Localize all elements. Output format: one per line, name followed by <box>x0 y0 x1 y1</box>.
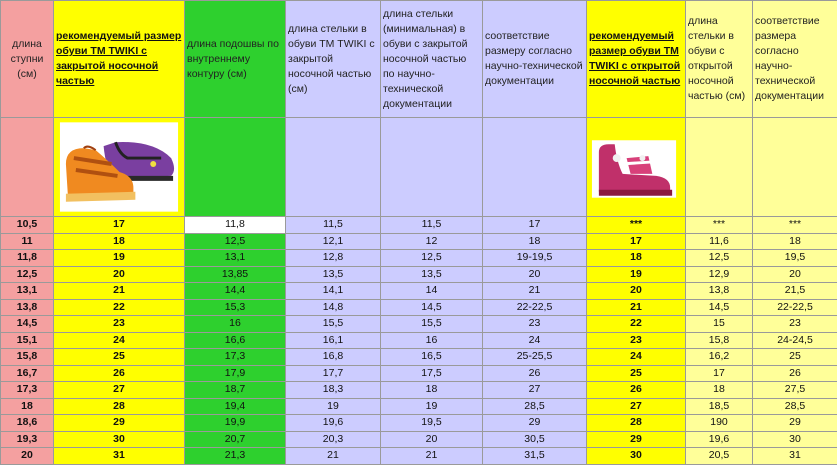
cell-sole-inner: 18,7 <box>185 382 286 399</box>
cell-closed-size: 26 <box>54 365 185 382</box>
cell-size-match-1: 17 <box>483 217 587 234</box>
cell-open-size: 21 <box>587 299 686 316</box>
cell-size-match-2: *** <box>753 217 837 234</box>
cell-insole-closed: 12,1 <box>286 233 381 250</box>
cell-sole-inner: 20,7 <box>185 431 286 448</box>
cell-insole-closed-min: 11,5 <box>381 217 483 234</box>
cell-insole-closed: 18,3 <box>286 382 381 399</box>
cell-size-match-2: 21,5 <box>753 283 837 300</box>
cell-sole-inner: 15,3 <box>185 299 286 316</box>
cell-insole-closed: 21 <box>286 448 381 465</box>
table-row <box>1 299 837 316</box>
cell-open-size: 18 <box>587 250 686 267</box>
cell-size-match-2: 26 <box>753 365 837 382</box>
cell-foot-length: 17,3 <box>1 382 54 399</box>
cell-sole-inner: 12,5 <box>185 233 286 250</box>
cell-foot-length: 15,1 <box>1 332 54 349</box>
cell-insole-closed: 15,5 <box>286 316 381 333</box>
cell-closed-size: 22 <box>54 299 185 316</box>
cell-insole-closed: 14,1 <box>286 283 381 300</box>
cell-insole-closed-min: 17,5 <box>381 365 483 382</box>
cell-size-match-2: 28,5 <box>753 398 837 415</box>
cell-open-size: 27 <box>587 398 686 415</box>
cell-sole-inner: 17,9 <box>185 365 286 382</box>
cell-size-match-1: 24 <box>483 332 587 349</box>
cell-sole-inner: 16,6 <box>185 332 286 349</box>
table-row <box>1 415 837 432</box>
header-closed-size: рекомендуемый размер обуви ТМ TWIKI с закрытой носочной частью <box>54 1 185 118</box>
cell-size-match-2: 18 <box>753 233 837 250</box>
cell-size-match-2: 30 <box>753 431 837 448</box>
cell-size-match-1: 19-19,5 <box>483 250 587 267</box>
cell-closed-size: 29 <box>54 415 185 432</box>
cell-insole-open: 16,2 <box>686 349 753 366</box>
open-sandal-image <box>587 118 686 217</box>
table-row <box>1 250 837 267</box>
cell-size-match-2: 31 <box>753 448 837 465</box>
cell-insole-closed-min: 12 <box>381 233 483 250</box>
cell-size-match-2: 24-24,5 <box>753 332 837 349</box>
image-cell-sole <box>185 118 286 217</box>
table-row <box>1 332 837 349</box>
cell-insole-closed-min: 19,5 <box>381 415 483 432</box>
cell-insole-open: 11,6 <box>686 233 753 250</box>
cell-sole-inner: 13,1 <box>185 250 286 267</box>
cell-closed-size: 31 <box>54 448 185 465</box>
size-rows <box>1 217 837 465</box>
cell-size-match-2: 23 <box>753 316 837 333</box>
cell-size-match-2: 27,5 <box>753 382 837 399</box>
cell-foot-length: 10,5 <box>1 217 54 234</box>
cell-open-size: 19 <box>587 266 686 283</box>
closed-shoes-image <box>54 118 185 217</box>
image-row <box>1 118 837 217</box>
header-foot-length: длина ступни (см) <box>1 1 54 118</box>
table-row <box>1 266 837 283</box>
cell-size-match-1: 20 <box>483 266 587 283</box>
table-row <box>1 316 837 333</box>
cell-insole-open: 17 <box>686 365 753 382</box>
cell-insole-open: 14,5 <box>686 299 753 316</box>
cell-foot-length: 18,6 <box>1 415 54 432</box>
cell-size-match-1: 30,5 <box>483 431 587 448</box>
cell-insole-open: 15 <box>686 316 753 333</box>
table-row <box>1 382 837 399</box>
cell-closed-size: 20 <box>54 266 185 283</box>
cell-open-size: 22 <box>587 316 686 333</box>
image-cell-insole <box>286 118 381 217</box>
header-insole-closed-min: длина стельки (минимальная) в обуви с закрытой носочной частью по научно-технической документации <box>381 1 483 118</box>
image-cell-insole-open <box>686 118 753 217</box>
cell-foot-length: 11,8 <box>1 250 54 267</box>
cell-insole-closed: 16,1 <box>286 332 381 349</box>
cell-foot-length: 12,5 <box>1 266 54 283</box>
cell-foot-length: 14,5 <box>1 316 54 333</box>
cell-insole-open: 15,8 <box>686 332 753 349</box>
cell-foot-length: 13,8 <box>1 299 54 316</box>
cell-size-match-2: 25 <box>753 349 837 366</box>
cell-size-match-1: 23 <box>483 316 587 333</box>
cell-insole-open: 12,9 <box>686 266 753 283</box>
cell-insole-closed: 19 <box>286 398 381 415</box>
cell-closed-size: 17 <box>54 217 185 234</box>
cell-insole-open: 19,6 <box>686 431 753 448</box>
closed-shoes-icon <box>54 118 184 216</box>
cell-insole-closed-min: 19 <box>381 398 483 415</box>
cell-closed-size: 24 <box>54 332 185 349</box>
cell-open-size: 17 <box>587 233 686 250</box>
cell-foot-length: 20 <box>1 448 54 465</box>
cell-sole-inner: 16 <box>185 316 286 333</box>
cell-closed-size: 27 <box>54 382 185 399</box>
cell-insole-open: 18 <box>686 382 753 399</box>
cell-foot-length: 18 <box>1 398 54 415</box>
cell-size-match-2: 29 <box>753 415 837 432</box>
cell-open-size: 25 <box>587 365 686 382</box>
cell-size-match-1: 26 <box>483 365 587 382</box>
header-insole-open: длина стельки в обуви с открытой носочной частью (см) <box>686 1 753 118</box>
image-cell-match-1 <box>483 118 587 217</box>
cell-open-size: 20 <box>587 283 686 300</box>
cell-insole-closed-min: 15,5 <box>381 316 483 333</box>
header-size-match-1: соответствие размеру согласно научно-технической документации <box>483 1 587 118</box>
cell-insole-closed: 19,6 <box>286 415 381 432</box>
cell-sole-inner: 14,4 <box>185 283 286 300</box>
cell-size-match-1: 22-22,5 <box>483 299 587 316</box>
cell-closed-size: 19 <box>54 250 185 267</box>
table-row <box>1 233 837 250</box>
header-sole-inner: длина подошвы по внутреннему контуру (см) <box>185 1 286 118</box>
cell-open-size: 26 <box>587 382 686 399</box>
header-row <box>1 1 837 118</box>
image-cell-foot <box>1 118 54 217</box>
cell-sole-inner: 21,3 <box>185 448 286 465</box>
table-row <box>1 217 837 234</box>
cell-insole-closed-min: 18 <box>381 382 483 399</box>
cell-open-size: 30 <box>587 448 686 465</box>
cell-insole-closed: 20,3 <box>286 431 381 448</box>
cell-insole-open: 12,5 <box>686 250 753 267</box>
cell-insole-closed: 17,7 <box>286 365 381 382</box>
cell-insole-open: 18,5 <box>686 398 753 415</box>
cell-size-match-1: 21 <box>483 283 587 300</box>
cell-insole-closed: 11,5 <box>286 217 381 234</box>
cell-closed-size: 25 <box>54 349 185 366</box>
image-cell-insole-min <box>381 118 483 217</box>
cell-insole-open: 20,5 <box>686 448 753 465</box>
cell-insole-closed: 16,8 <box>286 349 381 366</box>
cell-foot-length: 15,8 <box>1 349 54 366</box>
open-sandal-icon <box>587 118 685 216</box>
cell-size-match-1: 28,5 <box>483 398 587 415</box>
header-size-match-2: соответствие размера согласно научно-технической документации <box>753 1 837 118</box>
cell-open-size: 24 <box>587 349 686 366</box>
cell-size-match-1: 27 <box>483 382 587 399</box>
table-row <box>1 365 837 382</box>
cell-sole-inner: 19,4 <box>185 398 286 415</box>
cell-insole-closed-min: 14 <box>381 283 483 300</box>
cell-sole-inner: 13,85 <box>185 266 286 283</box>
table-row <box>1 398 837 415</box>
cell-sole-inner: 19,9 <box>185 415 286 432</box>
cell-insole-open: 13,8 <box>686 283 753 300</box>
table-row <box>1 349 837 366</box>
cell-insole-closed-min: 13,5 <box>381 266 483 283</box>
cell-insole-closed: 13,5 <box>286 266 381 283</box>
cell-closed-size: 21 <box>54 283 185 300</box>
cell-foot-length: 19,3 <box>1 431 54 448</box>
cell-insole-closed-min: 16,5 <box>381 349 483 366</box>
cell-insole-closed-min: 16 <box>381 332 483 349</box>
table-row <box>1 448 837 465</box>
cell-insole-closed-min: 12,5 <box>381 250 483 267</box>
cell-closed-size: 23 <box>54 316 185 333</box>
cell-insole-closed: 14,8 <box>286 299 381 316</box>
cell-insole-closed: 12,8 <box>286 250 381 267</box>
cell-insole-closed-min: 14,5 <box>381 299 483 316</box>
cell-size-match-2: 22-22,5 <box>753 299 837 316</box>
cell-closed-size: 28 <box>54 398 185 415</box>
cell-insole-open: *** <box>686 217 753 234</box>
cell-sole-inner: 17,3 <box>185 349 286 366</box>
cell-size-match-2: 19,5 <box>753 250 837 267</box>
header-open-size: рекомендуемый размер обуви ТМ TWIKI с открытой носочной частью <box>587 1 686 118</box>
cell-open-size: *** <box>587 217 686 234</box>
image-cell-match-2 <box>753 118 837 217</box>
cell-open-size: 29 <box>587 431 686 448</box>
cell-open-size: 28 <box>587 415 686 432</box>
cell-size-match-2: 20 <box>753 266 837 283</box>
cell-insole-open: 190 <box>686 415 753 432</box>
cell-insole-closed-min: 21 <box>381 448 483 465</box>
cell-foot-length: 13,1 <box>1 283 54 300</box>
table-row <box>1 431 837 448</box>
cell-size-match-1: 29 <box>483 415 587 432</box>
cell-closed-size: 18 <box>54 233 185 250</box>
cell-size-match-1: 31,5 <box>483 448 587 465</box>
header-insole-closed: длина стельки в обуви ТМ TWIKI с закрытой носочной частью (см) <box>286 1 381 118</box>
cell-closed-size: 30 <box>54 431 185 448</box>
cell-sole-inner: 11,8 <box>185 217 286 234</box>
cell-size-match-1: 25-25,5 <box>483 349 587 366</box>
cell-open-size: 23 <box>587 332 686 349</box>
cell-insole-closed-min: 20 <box>381 431 483 448</box>
table-row <box>1 283 837 300</box>
cell-foot-length: 11 <box>1 233 54 250</box>
cell-foot-length: 16,7 <box>1 365 54 382</box>
cell-size-match-1: 18 <box>483 233 587 250</box>
